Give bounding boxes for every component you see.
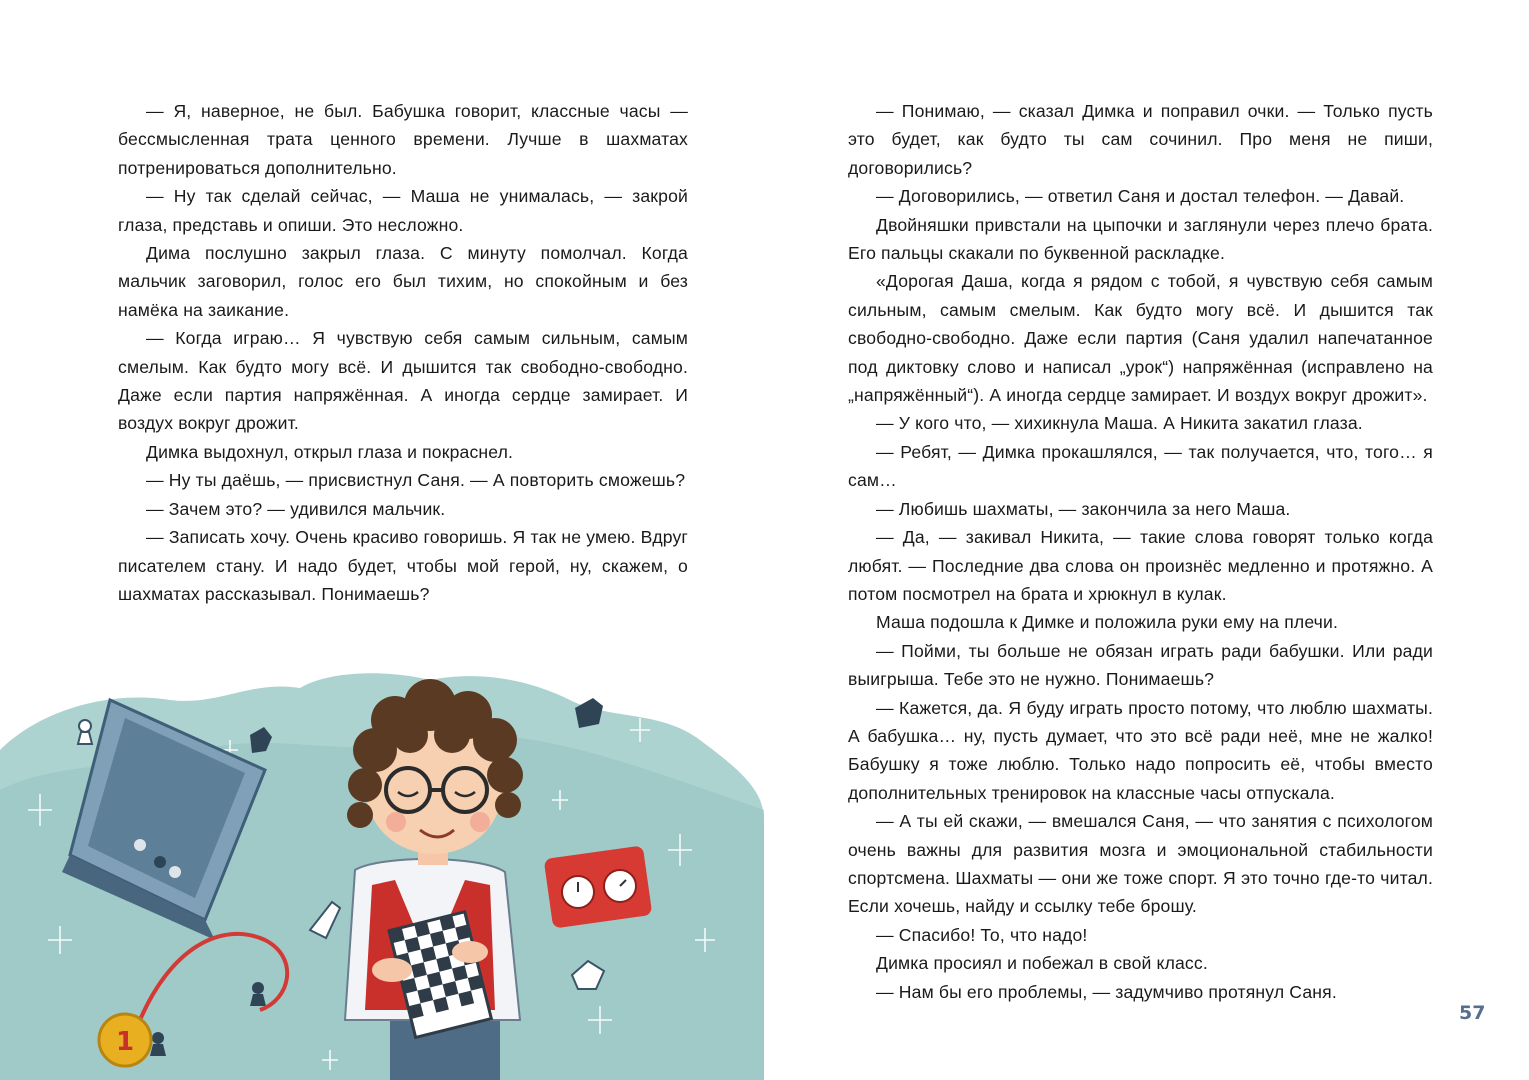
paragraph: — Кажется, да. Я буду играть просто потому, что люблю шахматы. А бабушка… ну, пусть думает, что это всё ради неё, мне не жалко! Бабушку я тоже люблю. Только надо попросить её, чтобы вместо дополнительных тренировок на классные часы отпускала. (848, 697, 1433, 803)
paragraph: — Ребят, — Димка прокашлялся, — так получается, что, того… я сам… (848, 441, 1433, 491)
paragraph: — Я, наверное, не был. Бабушка говорит, классные часы — бессмысленная трата ценного времени. Лучше в шахматах потренироваться дополнительно. (118, 101, 688, 178)
right-text-column (848, 97, 1433, 1006)
left-page (0, 0, 764, 1080)
paragraph: — Спасибо! То, что надо! (876, 924, 1088, 945)
paragraph: — Когда играю… Я чувствую себя самым сильным, самым смелым. Как будто могу всё. И дышится так свободно-свободно. Даже если партия напряжённая. А иногда сердце замирает. И воздух вокруг дрожит. (118, 328, 688, 434)
paragraph: Маша подошла к Димке и положила руки ему на плечи. (876, 612, 1338, 633)
chess-boy-illustration (0, 640, 764, 1080)
paragraph: — Нам бы его проблемы, — задумчиво протянул Саня. (876, 981, 1337, 1002)
paragraph: Димка просиял и побежал в свой класс. (876, 953, 1208, 974)
paragraph: «Дорогая Даша, когда я рядом с тобой, я чувствую себя самым сильным, самым смелым. Как будто могу всё. И дышится так свободно-свободно. Даже если партия (Саня удалил напечатанное под диктовку слово и написал „урок“) напряжённая (исправлено на „напряжённый“). А иногда сердце замирает. И воздух вокруг дрожит». (848, 271, 1433, 406)
paragraph: Димка выдохнул, открыл глаза и покраснел. (146, 441, 514, 462)
paragraph: Двойняшки привстали на цыпочки и заглянули через плечо брата. Его пальцы скакали по буквенной раскладке. (848, 214, 1433, 264)
paragraph: — Да, — закивал Никита, — такие слова говорят только когда любят. — Последние два слова он произнёс медленно и протяжно. А потом посмотрел на брата и хрюкнул в кулак. (848, 527, 1433, 604)
pawn-icon (78, 720, 92, 744)
boy-character (345, 679, 523, 1080)
paragraph: — Пойми, ты больше не обязан играть ради бабушки. Или ради выигрыша. Тебе это не нужно. Понимаешь? (848, 640, 1433, 690)
paragraph: — Ну так сделай сейчас, — Маша не унималась, — закрой глаза, представь и опиши. Это несложно. (118, 186, 688, 235)
medal-number: 1 (115, 1027, 135, 1057)
knight-icon (575, 698, 603, 728)
page-number: 57 (1459, 1002, 1486, 1024)
paragraph: — Договорились, — ответил Саня и достал телефон. — Давай. (876, 186, 1405, 207)
left-text-column (118, 97, 688, 608)
paragraph: — У кого что, — хихикнула Маша. А Никита закатил глаза. (876, 413, 1363, 434)
paragraph: — Понимаю, — сказал Димка и поправил очки. — Только пусть это будет, как будто ты сам сочинил. Про меня не пиши, договорились? (848, 101, 1433, 178)
paragraph: — Любишь шахматы, — закончила за него Маша. (876, 498, 1291, 519)
paragraph: — Зачем это? — удивился мальчик. (146, 498, 446, 519)
paragraph: — Записать хочу. Очень красиво говоришь. Я так не умею. Вдруг писателем стану. И надо будет, чтобы мой герой, ну, скажем, о шахматах рассказывал. Понимаешь? (118, 527, 688, 604)
paragraph: Дима послушно закрыл глаза. С минуту помолчал. Когда мальчик заговорил, голос его был тихим, но спокойным и без намёка на заикание. (118, 243, 688, 320)
paragraph: — Ну ты даёшь, — присвистнул Саня. — А повторить сможешь? (146, 470, 686, 491)
right-page (764, 0, 1529, 1080)
medal-icon (99, 1014, 151, 1066)
chess-clock-icon (544, 845, 653, 928)
paragraph: — А ты ей скажи, — вмешался Саня, — что занятия с психологом очень важны для развития мозга и эмоциональной стабильности спортсмена. Шахматы — они же тоже спорт. Я это точно где-то читал. Если хочешь, найду и ссылку тебе брошу. (848, 811, 1433, 917)
